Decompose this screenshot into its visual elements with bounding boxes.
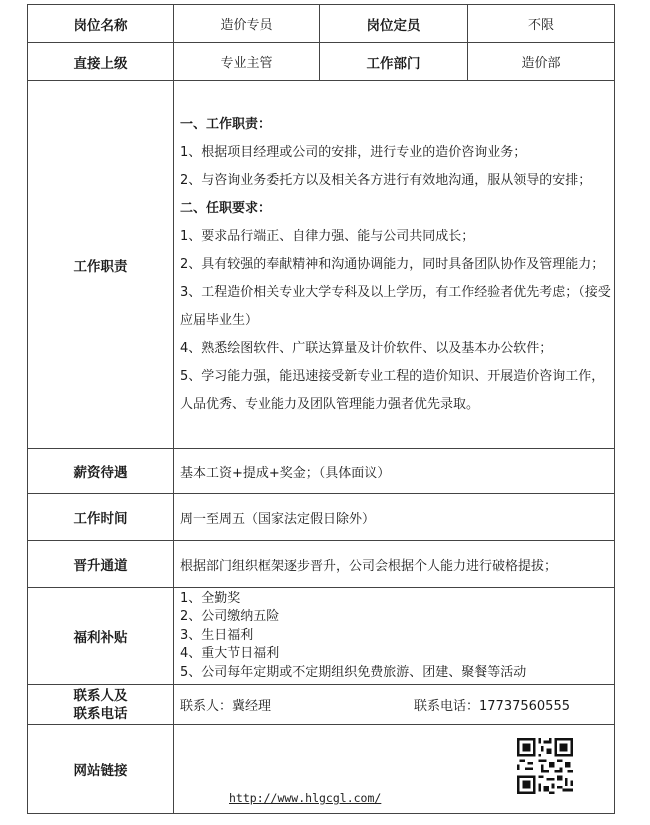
benefits-label: 福利补贴: [28, 588, 174, 685]
row-duties: [28, 81, 615, 449]
row-salary: [28, 449, 615, 494]
contact-person: 联系人：冀经理: [180, 699, 272, 714]
quota-value: 不限: [468, 5, 615, 43]
contact-label-line2: 联系电话: [73, 705, 128, 722]
salary-label: 薪资待遇: [28, 449, 174, 494]
row-website: [28, 725, 615, 814]
qr-code-icon: [517, 738, 573, 794]
department-label: 工作部门: [320, 43, 468, 81]
superior-label: 直接上级: [28, 43, 174, 81]
work-time-label: 工作时间: [28, 494, 174, 541]
job-posting-table: [27, 4, 615, 814]
superior-value: 专业主管: [174, 43, 320, 81]
contact-content: [174, 685, 615, 725]
contact-label: [28, 685, 174, 725]
row-work-time: [28, 494, 615, 541]
duty-item: 2、与咨询业务委托方以及相关各方进行有效地沟通，服从领导的安排；: [180, 172, 592, 188]
benefit-item: 1、全勤奖: [180, 590, 241, 606]
position-name-value: 造价专员: [174, 5, 320, 43]
benefit-item: 5、公司每年定期或不定期组织免费旅游、团建、聚餐等活动: [180, 664, 527, 680]
duties-heading-2: 二、任职要求：: [180, 200, 272, 216]
duties-content: [174, 81, 615, 449]
benefits-content: [174, 588, 615, 685]
requirement-item: 3、工程造价相关专业大学专科及以上学历，有工作经验者优先考虑；（接受应届毕业生）: [180, 284, 611, 328]
promotion-label: 晋升通道: [28, 541, 174, 588]
benefit-item: 2、公司缴纳五险: [180, 609, 280, 625]
quota-label: 岗位定员: [320, 5, 468, 43]
duty-item: 1、根据项目经理或公司的安排，进行专业的造价咨询业务；: [180, 144, 527, 160]
requirement-item: 2、具有较强的奉献精神和沟通协调能力，同时具备团队协作及管理能力；: [180, 256, 605, 272]
row-contact: [28, 685, 615, 725]
row-superior: [28, 43, 615, 81]
row-benefits: [28, 588, 615, 685]
contact-label-line1: 联系人及: [73, 687, 128, 704]
promotion-value: 根据部门组织框架逐步晋升，公司会根据个人能力进行破格提拔；: [174, 541, 615, 588]
requirement-item: 1、要求品行端正、自律力强、能与公司共同成长；: [180, 228, 475, 244]
website-label: 网站链接: [28, 725, 174, 814]
position-name-label: 岗位名称: [28, 5, 174, 43]
row-promotion: [28, 541, 615, 588]
department-value: 造价部: [468, 43, 615, 81]
row-position: [28, 5, 615, 43]
duties-label: 工作职责: [28, 81, 174, 449]
benefit-item: 4、重大节日福利: [180, 646, 280, 662]
requirement-item: 5、学习能力强，能迅速接受新专业工程的造价知识、开展造价咨询工作，人品优秀、专业能力及团队管理能力强者优先录取。: [180, 368, 605, 412]
benefit-item: 3、生日福利: [180, 627, 254, 643]
website-content: [174, 725, 615, 814]
duties-heading-1: 一、工作职责：: [180, 116, 272, 132]
website-link[interactable]: http://www.hlgcgl.com/: [229, 791, 382, 805]
salary-value: 基本工资+提成+奖金；（具体面议）: [174, 449, 615, 494]
work-time-value: 周一至周五（国家法定假日除外）: [174, 494, 615, 541]
contact-phone: 联系电话：17737560555: [414, 699, 570, 714]
requirement-item: 4、熟悉绘图软件、广联达算量及计价软件、以及基本办公软件；: [180, 340, 553, 356]
